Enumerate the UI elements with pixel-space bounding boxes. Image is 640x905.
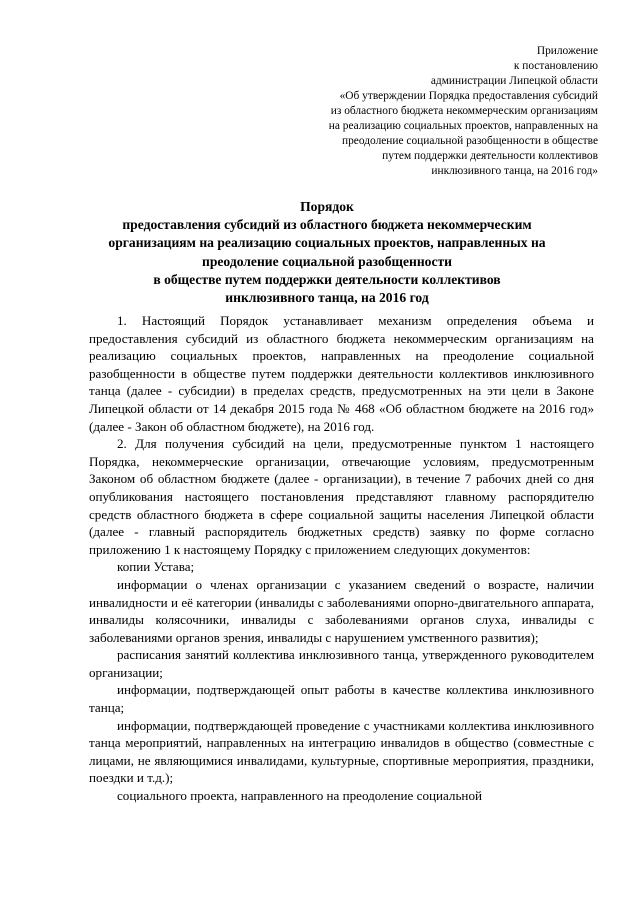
- list-item-experience: информации, подтверждающей опыт работы в качестве коллектива инклюзивного танца;: [89, 682, 594, 716]
- appendix-line: инклюзивного танца, на 2016 год»: [431, 165, 598, 177]
- appendix-line: к постановлению: [513, 60, 598, 72]
- appendix-line: из областного бюджета некоммерческим организациям: [330, 105, 598, 117]
- appendix-header: [268, 44, 598, 179]
- title-line: предоставления субсидий из областного бюджета некоммерческим: [122, 217, 532, 233]
- title-line: Порядок: [300, 199, 354, 214]
- list-item-charter: копии Устава;: [117, 559, 195, 575]
- title-line: инклюзивного танца, на 2016 год: [225, 290, 429, 306]
- appendix-line: администрации Липецкой области: [430, 75, 598, 87]
- document-body: [89, 312, 594, 805]
- title-line: организациям на реализацию социальных проектов, направленных на: [108, 235, 546, 251]
- appendix-line: Приложение: [536, 45, 598, 57]
- appendix-line: преодоление социальной разобщенности в обществе: [342, 135, 598, 147]
- title-line: преодоление социальной разобщенности: [201, 253, 453, 269]
- list-item-project: социального проекта, направленного на преодоление социальной: [117, 788, 482, 804]
- appendix-line: путем поддержки деятельности коллективов: [382, 150, 598, 162]
- list-item-schedule: расписания занятий коллектива инклюзивного танца, утвержденного руководителем организации;: [89, 647, 594, 680]
- list-item-members-info: информации о членах организации с указанием сведений о возрасте, наличии инвалидности и её категории (инвалиды с заболеваниями опорно-двигательного аппарата, инвалиды колясочники, инвалиды с заболеваниями органов слуха, инвалиды с заболеваниями органов зрения, инвалиды с нарушением умственного развития);: [89, 576, 594, 645]
- appendix-line: на реализацию социальных проектов, направленных на: [328, 120, 598, 132]
- document-title: [60, 198, 594, 307]
- paragraph-1: 1. Настоящий Порядок устанавливает механизм определения объема и предоставления субсидий из областного бюджета некоммерческим организациям на реализацию социальных проектов, направленных на преодоление социальной разобщенности в обществе путем поддержки деятельности коллективов инклюзивного танца (далее - субсидии) в пределах средств, предусмотренных на эти цели в Законе Липецкой области от 14 декабря 2015 года № 468 «Об областном бюджете на 2016 год» (далее - Закон об областном бюджете), на 2016 год.: [89, 313, 594, 434]
- title-line: в обществе путем поддержки деятельности коллективов: [153, 271, 501, 287]
- appendix-line: «Об утверждении Порядка предоставления субсидий: [339, 90, 598, 102]
- list-item-events: информации, подтверждающей проведение с участниками коллектива инклюзивного танца мероприятий, направленных на интеграцию инвалидов в общество (совместные с лицами, не являющимися инвалидами, культурные, спортивные мероприятия, праздники, поездки и т.д.);: [89, 717, 594, 786]
- paragraph-2: 2. Для получения субсидий на цели, предусмотренные пунктом 1 настоящего Порядка, некоммерческие организации, отвечающие условиям, предусмотренным Законом об областном бюджете (далее - организации), в течение 7 рабочих дней со дня опубликования настоящего постановления представляют главному распорядителю средств областного бюджета в сфере социальной защиты населения Липецкой области (далее - главный распорядитель бюджетных средств) заявку по форме согласно приложению 1 к настоящему Порядку с приложением следующих документов:: [89, 436, 594, 557]
